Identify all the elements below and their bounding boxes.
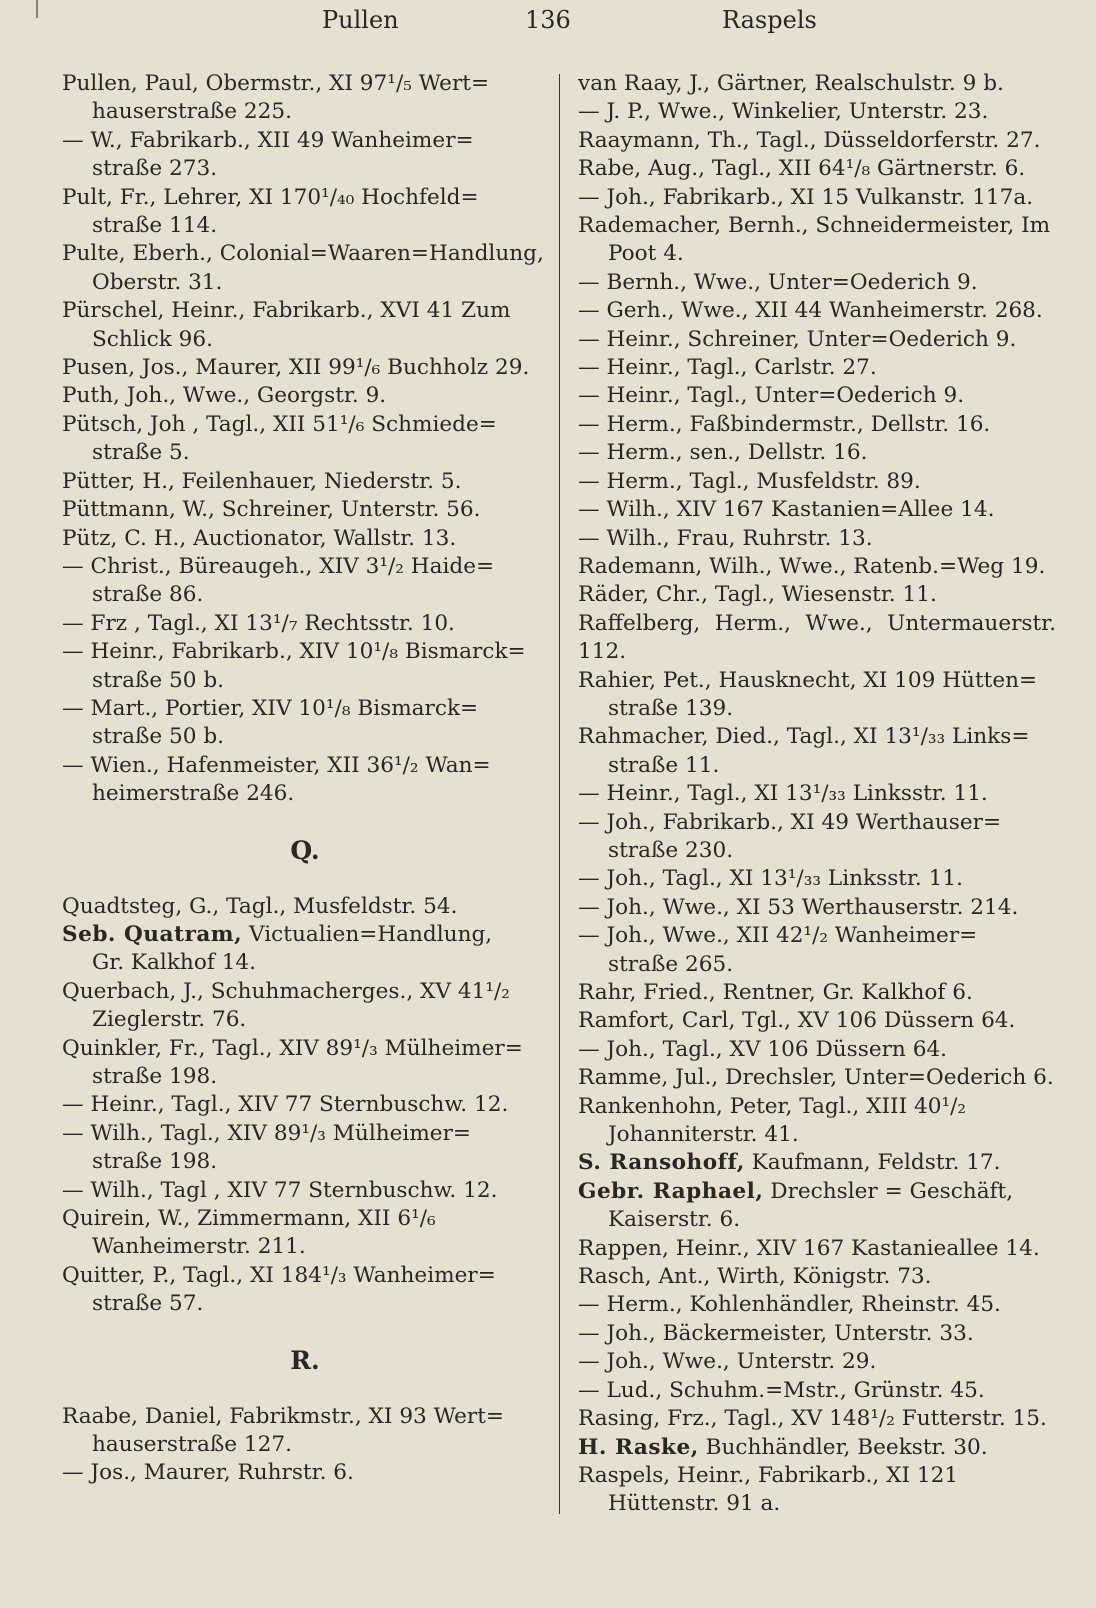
entry-text: Raabe, Daniel, Fabrikmstr., XI 93 Wert= <box>62 1403 504 1429</box>
entry-first-line <box>578 156 1025 181</box>
entry-first-line <box>578 980 973 1005</box>
directory-entry <box>578 1348 1056 1376</box>
directory-entry <box>578 411 1056 439</box>
directory-entry <box>62 354 548 382</box>
directory-entry <box>578 382 1056 410</box>
entry-first-line <box>578 327 1016 352</box>
entry-text: Kaufmann, Feldstr. 17. <box>744 1150 1001 1176</box>
directory-entry <box>62 978 548 1035</box>
entry-text: Buchhändler, Beekstr. 30. <box>698 1434 988 1460</box>
entry-first-line <box>578 866 963 891</box>
section-spacer <box>62 809 548 837</box>
entry-first-line <box>578 213 1050 238</box>
section-spacer <box>62 1375 548 1403</box>
entry-first-line <box>578 1435 988 1460</box>
directory-entry <box>578 1291 1056 1319</box>
entry-first-line <box>62 696 478 721</box>
entry-text: Quirein, W., Zimmermann, XII 6¹/₆ <box>62 1206 436 1232</box>
directory-entry <box>578 269 1056 297</box>
entry-continuation-line: straße 139. <box>608 695 734 721</box>
entry-text: Raffelberg, Herm., Wwe., Untermauerstr. 112. <box>578 610 1056 665</box>
entry-first-line <box>578 923 977 948</box>
directory-entry <box>578 1036 1056 1064</box>
entry-text: Rabe, Aug., Tagl., XII 64¹/₈ Gärtnerstr. 6. <box>578 156 1026 182</box>
entry-continuation-line: straße 50 b. <box>92 667 225 693</box>
entry-text: — Joh., Wwe., XII 42¹/₂ Wanheimer= <box>578 923 978 949</box>
entry-first-line <box>62 355 529 380</box>
entry-continuation-line: straße 198. <box>92 1064 218 1089</box>
entry-first-line <box>62 1178 498 1203</box>
directory-entry <box>578 496 1056 524</box>
entry-continuation-line: straße 50 b. <box>92 724 225 750</box>
entry-first-line <box>62 412 497 437</box>
entry-first-line <box>578 383 964 408</box>
directory-entry <box>578 667 1056 724</box>
entry-continuation-line: straße 5. <box>92 440 190 466</box>
entry-text: Quitter, P., Tagl., XI 184¹/₃ Wanheimer= <box>62 1262 496 1288</box>
directory-entry <box>62 240 548 297</box>
directory-entry <box>62 610 548 638</box>
entry-first-line <box>62 922 492 947</box>
entry-first-line <box>578 1037 947 1062</box>
directory-entry <box>578 553 1056 581</box>
entry-continuation-line: straße 265. <box>608 951 734 977</box>
entry-first-line <box>62 241 544 266</box>
entry-text: van Raay, J., Gärtner, Realschulstr. 9 b. <box>578 71 1004 96</box>
header-left-catchword: Pullen <box>322 6 399 34</box>
entry-first-line <box>578 1236 1040 1261</box>
directory-entry <box>578 581 1056 609</box>
directory-entry <box>578 184 1056 212</box>
entry-continuation-line: Wanheimerstr. 211. <box>92 1234 306 1260</box>
entry-first-line <box>578 781 988 806</box>
entry-text: Ramme, Jul., Drechsler, Unter=Oederich 6. <box>578 1065 1054 1091</box>
entry-first-line <box>62 128 474 153</box>
entry-continuation-line: straße 273. <box>92 156 218 182</box>
entry-first-line <box>62 894 457 919</box>
directory-entry <box>578 98 1056 126</box>
entry-first-line <box>578 1179 1013 1204</box>
directory-entry <box>62 893 548 921</box>
page-header <box>0 6 1096 42</box>
entry-text: — Heinr., Tagl., Carlstr. 27. <box>578 355 877 381</box>
directory-entry <box>62 695 548 752</box>
entry-text: Victualien=Handlung, <box>242 921 493 947</box>
directory-entry <box>62 1262 548 1319</box>
entry-text: Raaymann, Th., Tagl., Düsseldorferstr. 27. <box>578 127 1041 153</box>
directory-entry <box>578 127 1056 155</box>
entry-first-line <box>62 979 510 1004</box>
entry-first-line <box>578 1065 1054 1090</box>
directory-entry <box>62 411 548 468</box>
entry-first-line <box>62 1206 436 1231</box>
entry-text: — Herm., Tagl., Musfeldstr. 89. <box>578 468 921 494</box>
section-spacer <box>62 1319 548 1347</box>
entry-first-line <box>62 554 494 579</box>
entry-first-line <box>578 1349 876 1374</box>
directory-entry <box>578 1149 1056 1177</box>
directory-entry <box>578 865 1056 893</box>
entry-continuation-line: hauserstraße 127. <box>92 1432 292 1458</box>
entry-text: — Mart., Portier, XIV 10¹/₈ Bismarck= <box>62 695 479 721</box>
entry-first-line <box>62 1121 471 1146</box>
entry-text: Rasing, Frz., Tagl., XV 148¹/₂ Futterstr. 15. <box>578 1406 1047 1432</box>
entry-text: Quadtsteg, G., Tagl., Musfeldstr. 54. <box>62 893 458 919</box>
section-letter-heading: Q. <box>290 835 320 865</box>
entry-first-line <box>62 753 491 778</box>
entry-text: Pütsch, Joh , Tagl., XII 51¹/₆ Schmiede= <box>62 411 497 437</box>
entry-text: Puth, Joh., Wwe., Georgstr. 9. <box>62 383 387 409</box>
entry-first-line <box>578 1008 1015 1033</box>
entry-first-line <box>578 1406 1047 1431</box>
entry-first-line <box>62 298 510 323</box>
entry-first-line <box>578 1378 985 1403</box>
directory-entry <box>578 468 1056 496</box>
entry-text: — Wilh., XIV 167 Kastanien=Allee 14. <box>578 497 995 523</box>
entry-text: Quinkler, Fr., Tagl., XIV 89¹/₃ Mülheimer= <box>62 1035 523 1061</box>
entry-continuation-line: Poot 4. <box>608 241 684 267</box>
directory-entry <box>62 297 548 354</box>
entry-text: Pulte, Eberh., Colonial=Waaren=Handlung, <box>62 241 544 267</box>
directory-entry <box>62 921 548 978</box>
entry-first-line <box>578 298 1043 323</box>
entry-continuation-line: Gr. Kalkhof 14. <box>92 950 257 976</box>
entry-first-line <box>578 270 978 295</box>
directory-entry <box>62 525 548 553</box>
entry-text: Pullen, Paul, Obermstr., XI 97¹/₅ Wert= <box>62 71 490 96</box>
entry-text: — Lud., Schuhm.=Mstr., Grünstr. 45. <box>578 1377 985 1403</box>
entry-text: Rademacher, Bernh., Schneidermeister, Im <box>578 213 1051 239</box>
entry-first-line <box>62 383 386 408</box>
directory-entry <box>62 1177 548 1205</box>
entry-first-line <box>578 185 1033 210</box>
directory-entry <box>578 1093 1056 1150</box>
directory-entry <box>578 212 1056 269</box>
directory-entry <box>578 439 1056 467</box>
entry-text: Rademann, Wilh., Wwe., Ratenb.=Weg 19. <box>578 553 1046 579</box>
entry-text: Pürschel, Heinr., Fabrikarb., XVI 41 Zum <box>62 298 511 324</box>
entry-first-line <box>578 810 1001 835</box>
directory-entry <box>578 1462 1056 1519</box>
entry-text: — Herm., sen., Dellstr. 16. <box>578 440 868 466</box>
entry-text: — Heinr., Schreiner, Unter=Oederich 9. <box>578 326 1017 352</box>
directory-entry <box>578 610 1056 667</box>
column-divider <box>559 74 560 1514</box>
entry-first-line <box>578 469 921 494</box>
entry-text: — Heinr., Tagl., Unter=Oederich 9. <box>578 383 965 409</box>
entry-first-line <box>578 412 990 437</box>
directory-entry <box>62 1403 548 1460</box>
entry-continuation-line: Schlick 96. <box>92 326 213 352</box>
entry-first-line <box>62 185 479 210</box>
entry-text: — Wien., Hafenmeister, XII 36¹/₂ Wan= <box>62 752 491 778</box>
entry-first-line <box>578 497 994 522</box>
directory-entry <box>578 1434 1056 1462</box>
entry-text: — Joh., Fabrikarb., XI 49 Werthauser= <box>578 809 1002 835</box>
entry-first-line <box>578 1264 932 1289</box>
directory-entry <box>62 752 548 809</box>
entry-text: Rahr, Fried., Rentner, Gr. Kalkhof 6. <box>578 980 973 1005</box>
entry-continuation-line: straße 198. <box>92 1149 218 1175</box>
directory-entry <box>62 1205 548 1262</box>
directory-entry <box>578 1320 1056 1348</box>
entry-first-line <box>578 526 873 551</box>
entry-text: — Joh., Wwe., Unterstr. 29. <box>578 1349 877 1375</box>
entry-text: Pütter, H., Feilenhauer, Niederstr. 5. <box>62 468 462 494</box>
entry-first-line <box>62 611 455 636</box>
entry-first-line <box>578 1150 1001 1175</box>
directory-entry <box>62 468 548 496</box>
directory-entry <box>578 809 1056 866</box>
entry-text: — Heinr., Tagl., XIV 77 Sternbuschw. 12. <box>62 1092 509 1118</box>
directory-entry <box>62 184 548 241</box>
entry-continuation-line: Zieglerstr. 76. <box>92 1007 247 1033</box>
entry-first-line <box>578 355 877 380</box>
entry-continuation-line: straße 11. <box>608 752 720 778</box>
entry-continuation-line: straße 114. <box>92 213 218 239</box>
entry-text: — Heinr., Fabrikarb., XIV 10¹/₈ Bismarck= <box>62 639 526 665</box>
entry-first-line <box>578 1292 1001 1317</box>
section-spacer <box>62 865 548 893</box>
directory-entry <box>578 1263 1056 1291</box>
entry-first-line <box>62 1404 504 1429</box>
directory-entry <box>578 894 1056 922</box>
entry-text: — Jos., Maurer, Ruhrstr. 6. <box>62 1460 354 1486</box>
entry-first-line <box>62 1460 354 1485</box>
entry-text: Püttmann, W., Schreiner, Unterstr. 56. <box>62 497 481 523</box>
directory-entry <box>62 1091 548 1119</box>
entry-first-line <box>62 469 461 494</box>
directory-entry <box>578 297 1056 325</box>
entry-continuation-line: Kaiserstr. 6. <box>608 1207 741 1233</box>
entry-text: Pusen, Jos., Maurer, XII 99¹/₆ Buchholz 29. <box>62 355 530 381</box>
right-column <box>578 70 1056 1519</box>
section-letter-heading: R. <box>290 1345 320 1375</box>
entry-text: — Joh., Fabrikarb., XI 15 Vulkanstr. 117a. <box>578 184 1034 210</box>
entry-text: — Wilh., Tagl., XIV 89¹/₃ Mülheimer= <box>62 1120 471 1146</box>
entry-text: Pult, Fr., Lehrer, XI 170¹/₄₀ Hochfeld= <box>62 184 479 210</box>
entry-bold-name: Seb. Quatram, <box>62 921 243 947</box>
entry-text: Querbach, J., Schuhmacherges., XV 41¹/₂ <box>62 978 510 1004</box>
directory-entry <box>62 553 548 610</box>
directory-entry <box>578 326 1056 354</box>
entry-text: — Bernh., Wwe., Unter=Oederich 9. <box>578 269 978 295</box>
entry-first-line <box>578 724 1029 749</box>
directory-entry <box>62 638 548 695</box>
entry-text: — Heinr., Tagl., XI 13¹/₃₃ Linksstr. 11. <box>578 781 988 807</box>
page-number: 136 <box>525 6 571 34</box>
entry-text: — Joh., Tagl., XI 13¹/₃₃ Linksstr. 11. <box>578 866 963 892</box>
entry-text: — Joh., Tagl., XV 106 Düssern 64. <box>578 1036 948 1062</box>
entry-first-line <box>578 440 868 465</box>
entry-text: — Joh., Bäckermeister, Unterstr. 33. <box>578 1320 974 1346</box>
entry-text: Drechsler = Geschäft, <box>763 1178 1014 1204</box>
entry-first-line <box>62 1036 523 1061</box>
directory-entry <box>62 1459 548 1487</box>
entry-text: Rasch, Ant., Wirth, Königstr. 73. <box>578 1264 932 1290</box>
directory-entry <box>578 723 1056 780</box>
entry-text: — Christ., Büreaugeh., XIV 3¹/₂ Haide= <box>62 553 495 579</box>
entry-first-line <box>578 71 1004 96</box>
entry-bold-name: H. Raske, <box>578 1434 699 1460</box>
entry-continuation-line: hauserstraße 225. <box>92 99 292 125</box>
directory-entry <box>578 1235 1056 1263</box>
entry-continuation-line: Hüttenstr. 91 a. <box>608 1491 781 1517</box>
entry-text: Raspels, Heinr., Fabrikarb., XI 121 <box>578 1462 959 1488</box>
header-right-catchword: Raspels <box>722 6 817 34</box>
directory-entry <box>578 70 1056 98</box>
entry-first-line <box>578 611 1056 664</box>
entry-first-line <box>578 1463 958 1488</box>
entry-text: — Gerh., Wwe., XII 44 Wanheimerstr. 268. <box>578 298 1043 324</box>
entry-text: — Herm., Faßbindermstr., Dellstr. 16. <box>578 411 991 437</box>
entry-text: — Frz , Tagl., XI 13¹/₇ Rechtsstr. 10. <box>62 610 455 636</box>
entry-text: Rankenhohn, Peter, Tagl., XIII 40¹/₂ <box>578 1093 967 1119</box>
entry-continuation-line: straße 57. <box>92 1291 204 1317</box>
entry-text: Räder, Chr., Tagl., Wiesenstr. 11. <box>578 582 937 608</box>
directory-entry <box>578 1007 1056 1035</box>
entry-continuation-line: straße 230. <box>608 837 734 863</box>
directory-entry <box>578 1405 1056 1433</box>
entry-continuation-line: straße 86. <box>92 582 204 608</box>
entry-text: — W., Fabrikarb., XII 49 Wanheimer= <box>62 127 474 153</box>
directory-entry <box>62 1120 548 1177</box>
directory-entry <box>578 525 1056 553</box>
entry-text: — Herm., Kohlenhändler, Rheinstr. 45. <box>578 1292 1001 1318</box>
entry-first-line <box>62 497 481 522</box>
directory-entry <box>62 70 548 127</box>
directory-entry <box>578 780 1056 808</box>
directory-entry <box>62 496 548 524</box>
entry-bold-name: S. Ransohoff, <box>578 1150 745 1176</box>
directory-entry <box>62 382 548 410</box>
directory-entry <box>578 1064 1056 1092</box>
entry-text: Rappen, Heinr., XIV 167 Kastanieallee 14. <box>578 1235 1040 1261</box>
entry-first-line <box>62 1092 508 1117</box>
directory-entry <box>578 1178 1056 1235</box>
entry-text: — Joh., Wwe., XI 53 Werthauserstr. 214. <box>578 894 1019 920</box>
entry-continuation-line: Johanniterstr. 41. <box>608 1122 799 1148</box>
entry-continuation-line: heimerstraße 246. <box>92 781 295 807</box>
entry-first-line <box>578 1321 974 1346</box>
entry-first-line <box>578 1094 966 1119</box>
entry-text: Rahier, Pet., Hausknecht, XI 109 Hütten= <box>578 667 1038 693</box>
entry-continuation-line: Oberstr. 31. <box>92 269 223 295</box>
directory-entry <box>578 979 1056 1007</box>
entry-text: Rahmacher, Died., Tagl., XI 13¹/₃₃ Links= <box>578 724 1030 750</box>
directory-entry <box>578 922 1056 979</box>
directory-entry <box>62 1035 548 1092</box>
entry-text: — Wilh., Frau, Ruhrstr. 13. <box>578 525 873 551</box>
entry-first-line <box>62 71 489 96</box>
entry-first-line <box>578 554 1045 579</box>
entry-text: Pütz, C. H., Auctionator, Wallstr. 13. <box>62 525 457 551</box>
directory-entry <box>578 354 1056 382</box>
entry-first-line <box>578 99 988 124</box>
entry-bold-name: Gebr. Raphael, <box>578 1178 764 1204</box>
entry-first-line <box>62 1263 496 1288</box>
entry-text: — J. P., Wwe., Winkelier, Unterstr. 23. <box>578 99 989 125</box>
directory-entry <box>62 127 548 184</box>
entry-first-line <box>578 582 937 607</box>
entry-first-line <box>578 668 1037 693</box>
entry-first-line <box>62 639 526 664</box>
directory-entry <box>578 1377 1056 1405</box>
left-column <box>62 70 548 1488</box>
entry-text: Ramfort, Carl, Tgl., XV 106 Düssern 64. <box>578 1008 1016 1034</box>
entry-text: — Wilh., Tagl , XIV 77 Sternbuschw. 12. <box>62 1177 498 1203</box>
directory-entry <box>578 155 1056 183</box>
entry-first-line <box>62 526 456 551</box>
entry-first-line <box>578 895 1018 920</box>
entry-first-line <box>578 128 1041 153</box>
